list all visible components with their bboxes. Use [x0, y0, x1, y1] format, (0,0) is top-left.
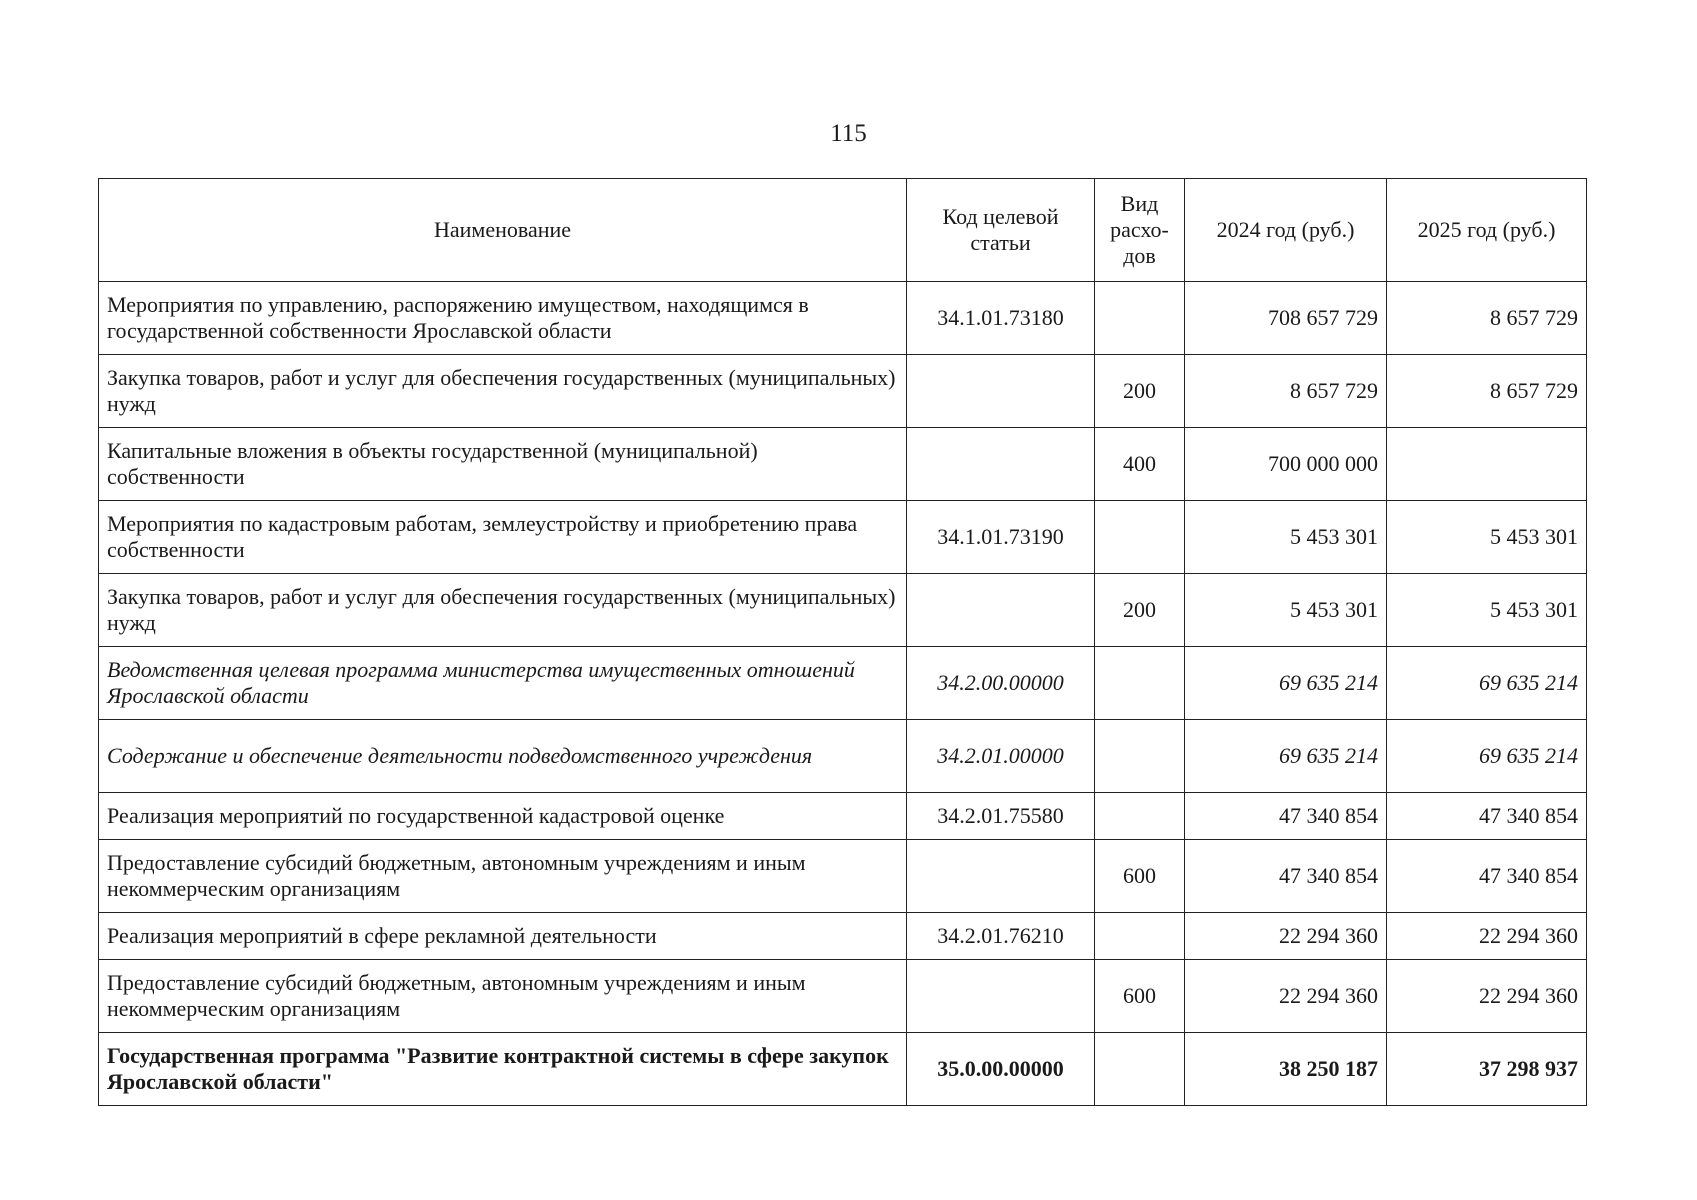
- header-code: Код целевой статьи: [907, 179, 1095, 282]
- cell-code: 34.2.00.00000: [907, 647, 1095, 720]
- cell-name: Мероприятия по кадастровым работам, землеустройству и приобретению права собственности: [99, 501, 907, 574]
- cell-2025: [1387, 428, 1587, 501]
- cell-code: [907, 840, 1095, 913]
- cell-name: Реализация мероприятий в сфере рекламной деятельности: [99, 913, 907, 960]
- table-row: [99, 574, 1587, 647]
- cell-code: [907, 428, 1095, 501]
- table-row: [99, 282, 1587, 355]
- cell-code: 35.0.00.00000: [907, 1033, 1095, 1106]
- cell-code: 34.2.01.00000: [907, 720, 1095, 793]
- cell-2025: 69 635 214: [1387, 647, 1587, 720]
- cell-2024: 69 635 214: [1185, 647, 1387, 720]
- cell-code: 34.1.01.73190: [907, 501, 1095, 574]
- cell-name: Предоставление субсидий бюджетным, автономным учреждениям и иным некоммерческим организациям: [99, 840, 907, 913]
- cell-2025: 37 298 937: [1387, 1033, 1587, 1106]
- cell-2024: 5 453 301: [1185, 574, 1387, 647]
- cell-name: Капитальные вложения в объекты государственной (муниципальной) собственности: [99, 428, 907, 501]
- cell-code: 34.2.01.75580: [907, 793, 1095, 840]
- cell-code: [907, 574, 1095, 647]
- table-row: [99, 501, 1587, 574]
- cell-2024: 69 635 214: [1185, 720, 1387, 793]
- header-name: Наименование: [99, 179, 907, 282]
- table-row: [99, 1033, 1587, 1106]
- cell-type: [1095, 793, 1185, 840]
- cell-name: Закупка товаров, работ и услуг для обеспечения государственных (муниципальных) нужд: [99, 355, 907, 428]
- cell-2025: 8 657 729: [1387, 282, 1587, 355]
- table-row: [99, 355, 1587, 428]
- cell-name: Ведомственная целевая программа министерства имущественных отношений Ярославской области: [99, 647, 907, 720]
- cell-type: [1095, 647, 1185, 720]
- header-2025: 2025 год (руб.): [1387, 179, 1587, 282]
- cell-2025: 5 453 301: [1387, 574, 1587, 647]
- cell-type: [1095, 1033, 1185, 1106]
- cell-2025: 22 294 360: [1387, 913, 1587, 960]
- cell-2024: 47 340 854: [1185, 840, 1387, 913]
- cell-2025: 69 635 214: [1387, 720, 1587, 793]
- cell-name: Мероприятия по управлению, распоряжению имуществом, находящимся в государственной собственности Ярославской области: [99, 282, 907, 355]
- cell-type: [1095, 913, 1185, 960]
- cell-2024: 38 250 187: [1185, 1033, 1387, 1106]
- cell-code: [907, 355, 1095, 428]
- table-row: [99, 840, 1587, 913]
- table-row: [99, 720, 1587, 793]
- cell-2024: 8 657 729: [1185, 355, 1387, 428]
- table-row: [99, 428, 1587, 501]
- cell-2024: 700 000 000: [1185, 428, 1387, 501]
- cell-code: 34.2.01.76210: [907, 913, 1095, 960]
- cell-code: [907, 960, 1095, 1033]
- page-number: 115: [830, 120, 867, 147]
- cell-2024: 22 294 360: [1185, 960, 1387, 1033]
- cell-2025: 5 453 301: [1387, 501, 1587, 574]
- cell-2024: 22 294 360: [1185, 913, 1387, 960]
- header-type: Вид расхо-дов: [1095, 179, 1185, 282]
- cell-type: 600: [1095, 840, 1185, 913]
- cell-type: 400: [1095, 428, 1185, 501]
- table-row: [99, 647, 1587, 720]
- cell-type: [1095, 720, 1185, 793]
- cell-name: Реализация мероприятий по государственной кадастровой оценке: [99, 793, 907, 840]
- cell-name: Государственная программа "Развитие контрактной системы в сфере закупок Ярославской области": [99, 1033, 907, 1106]
- cell-name: Предоставление субсидий бюджетным, автономным учреждениям и иным некоммерческим организациям: [99, 960, 907, 1033]
- cell-2024: 5 453 301: [1185, 501, 1387, 574]
- cell-code: 34.1.01.73180: [907, 282, 1095, 355]
- header-2024: 2024 год (руб.): [1185, 179, 1387, 282]
- header-row: [99, 179, 1587, 282]
- table-row: [99, 960, 1587, 1033]
- table-row: [99, 913, 1587, 960]
- table-row: [99, 793, 1587, 840]
- cell-2024: 47 340 854: [1185, 793, 1387, 840]
- cell-2025: 22 294 360: [1387, 960, 1587, 1033]
- cell-name: Закупка товаров, работ и услуг для обеспечения государственных (муниципальных) нужд: [99, 574, 907, 647]
- cell-type: [1095, 501, 1185, 574]
- cell-2024: 708 657 729: [1185, 282, 1387, 355]
- cell-type: [1095, 282, 1185, 355]
- cell-2025: 47 340 854: [1387, 793, 1587, 840]
- cell-name: Содержание и обеспечение деятельности подведомственного учреждения: [99, 720, 907, 793]
- cell-type: 200: [1095, 355, 1185, 428]
- cell-2025: 8 657 729: [1387, 355, 1587, 428]
- cell-type: 200: [1095, 574, 1185, 647]
- cell-type: 600: [1095, 960, 1185, 1033]
- cell-2025: 47 340 854: [1387, 840, 1587, 913]
- budget-table: [98, 178, 1587, 1106]
